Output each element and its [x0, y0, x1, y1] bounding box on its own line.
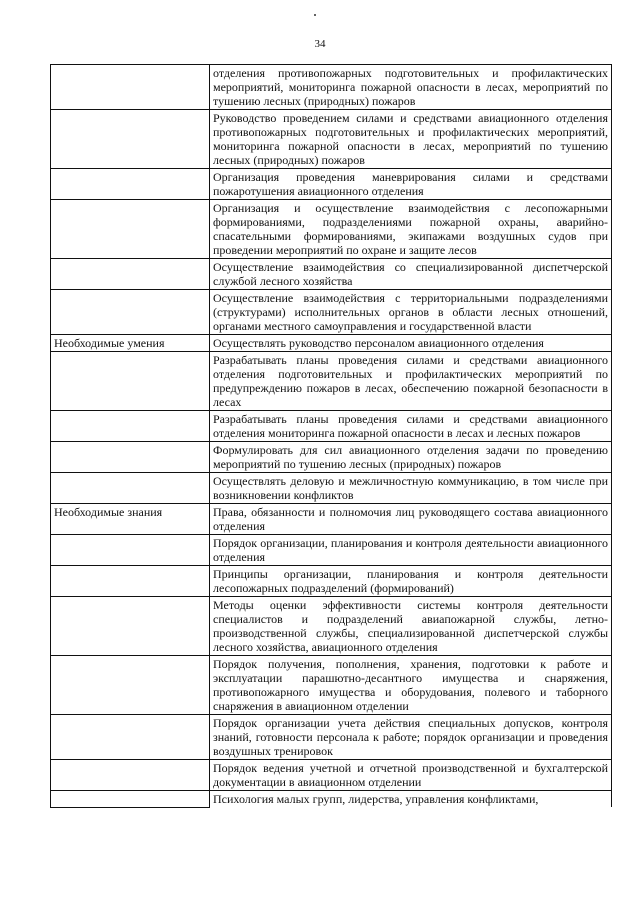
table-row	[51, 656, 612, 715]
table-row	[51, 169, 612, 200]
table-row	[51, 110, 612, 169]
empty-label-cell	[51, 597, 210, 656]
table-row	[51, 352, 612, 411]
table-row	[51, 535, 612, 566]
skill-cell: Осуществлять деловую и межличностную коммуникацию, в том числе при возникновении конфликтов	[210, 473, 612, 504]
knowledge-cell: Порядок ведения учетной и отчетной производственной и бухгалтерской документации в авиационном отделении	[210, 760, 612, 791]
empty-label-cell	[51, 791, 210, 808]
knowledge-cell: Методы оценки эффективности системы контроля деятельности специалистов и подразделений авиапожарной службы, летно-производственной службы, специализированной диспетчерской службы лесного хозяйства, авиационного отделения	[210, 597, 612, 656]
knowledge-cell: Принципы организации, планирования и контроля деятельности лесопожарных подразделений (формирований)	[210, 566, 612, 597]
table-row	[51, 715, 612, 760]
empty-label-cell	[51, 411, 210, 442]
table-row	[51, 597, 612, 656]
table-row	[51, 473, 612, 504]
empty-label-cell	[51, 352, 210, 411]
empty-label-cell	[51, 259, 210, 290]
empty-label-cell	[51, 760, 210, 791]
empty-label-cell	[51, 656, 210, 715]
empty-label-cell	[51, 110, 210, 169]
activity-cell: отделения противопожарных подготовительных и профилактических мероприятий, мониторинга пожарной опасности в лесах, мероприятий по тушению лесных (природных) пожаров	[210, 65, 612, 110]
table-row	[51, 442, 612, 473]
table-row	[51, 411, 612, 442]
activity-cell: Руководство проведением силами и средствами авиационного отделения противопожарных подготовительных и профилактических мероприятий, мониторинга пожарной опасности в лесах, мероприятий по тушению лесных (природных) пожаров	[210, 110, 612, 169]
activity-cell: Организация проведения маневрирования силами и средствами пожаротушения авиационного отделения	[210, 169, 612, 200]
empty-label-cell	[51, 535, 210, 566]
page-number: 34	[314, 38, 326, 50]
activity-cell: Осуществление взаимодействия со специализированной диспетчерской службой лесного хозяйства	[210, 259, 612, 290]
empty-label-cell	[51, 566, 210, 597]
knowledge-cell: Права, обязанности и полномочия лиц руководящего состава авиационного отделения	[210, 504, 612, 535]
table-row	[51, 791, 612, 808]
skill-cell: Формулировать для сил авиационного отделения задачи по проведению мероприятий по тушению лесных (природных) пожаров	[210, 442, 612, 473]
table-row	[51, 335, 612, 352]
table-row	[51, 200, 612, 259]
activity-cell: Осуществление взаимодействия с территориальными подразделениями (структурами) исполнительных органов в области лесных отношений, органами местного самоуправления и государственной власти	[210, 290, 612, 335]
table-row	[51, 504, 612, 535]
knowledge-cell: Порядок получения, пополнения, хранения, подготовки к работе и эксплуатации парашютно-десантного имущества и снаряжения, противопожарного имущества и оборудования, полевого и таборного снаряжения в авиационном отделении	[210, 656, 612, 715]
qualification-table	[50, 64, 612, 808]
knowledge-cell: Порядок организации, планирования и контроля деятельности авиационного отделения	[210, 535, 612, 566]
empty-label-cell	[51, 200, 210, 259]
empty-label-cell	[51, 442, 210, 473]
empty-label-cell	[51, 169, 210, 200]
knowledge-label: Необходимые знания	[51, 504, 210, 535]
skill-cell: Разрабатывать планы проведения силами и средствами авиационного отделения подготовительных и профилактических мероприятий по предупреждению пожаров в лесах, обеспечению пожарной безопасности в лесах	[210, 352, 612, 411]
empty-label-cell	[51, 65, 210, 110]
table-row	[51, 760, 612, 791]
knowledge-cell: Порядок организации учета действия специальных допусков, контроля знаний, готовности персонала к работе; порядок организации и проведения воздушных тренировок	[210, 715, 612, 760]
knowledge-cell: Психология малых групп, лидерства, управления конфликтами,	[210, 791, 612, 808]
activity-cell: Организация и осуществление взаимодействия с лесопожарными формированиями, подразделениями пожарной охраны, аварийно-спасательными формированиями, экипажами воздушных судов при проведении мероприятий по охране и защите лесов	[210, 200, 612, 259]
empty-label-cell	[51, 290, 210, 335]
table-row	[51, 259, 612, 290]
table-row	[51, 290, 612, 335]
empty-label-cell	[51, 473, 210, 504]
skills-label: Необходимые умения	[51, 335, 210, 352]
skill-cell: Осуществлять руководство персоналом авиационного отделения	[210, 335, 612, 352]
skill-cell: Разрабатывать планы проведения силами и средствами авиационного отделения мониторинга пожарной опасности в лесах и лесных пожаров	[210, 411, 612, 442]
table-row	[51, 65, 612, 110]
scan-mark	[314, 14, 316, 16]
table-row	[51, 566, 612, 597]
empty-label-cell	[51, 715, 210, 760]
